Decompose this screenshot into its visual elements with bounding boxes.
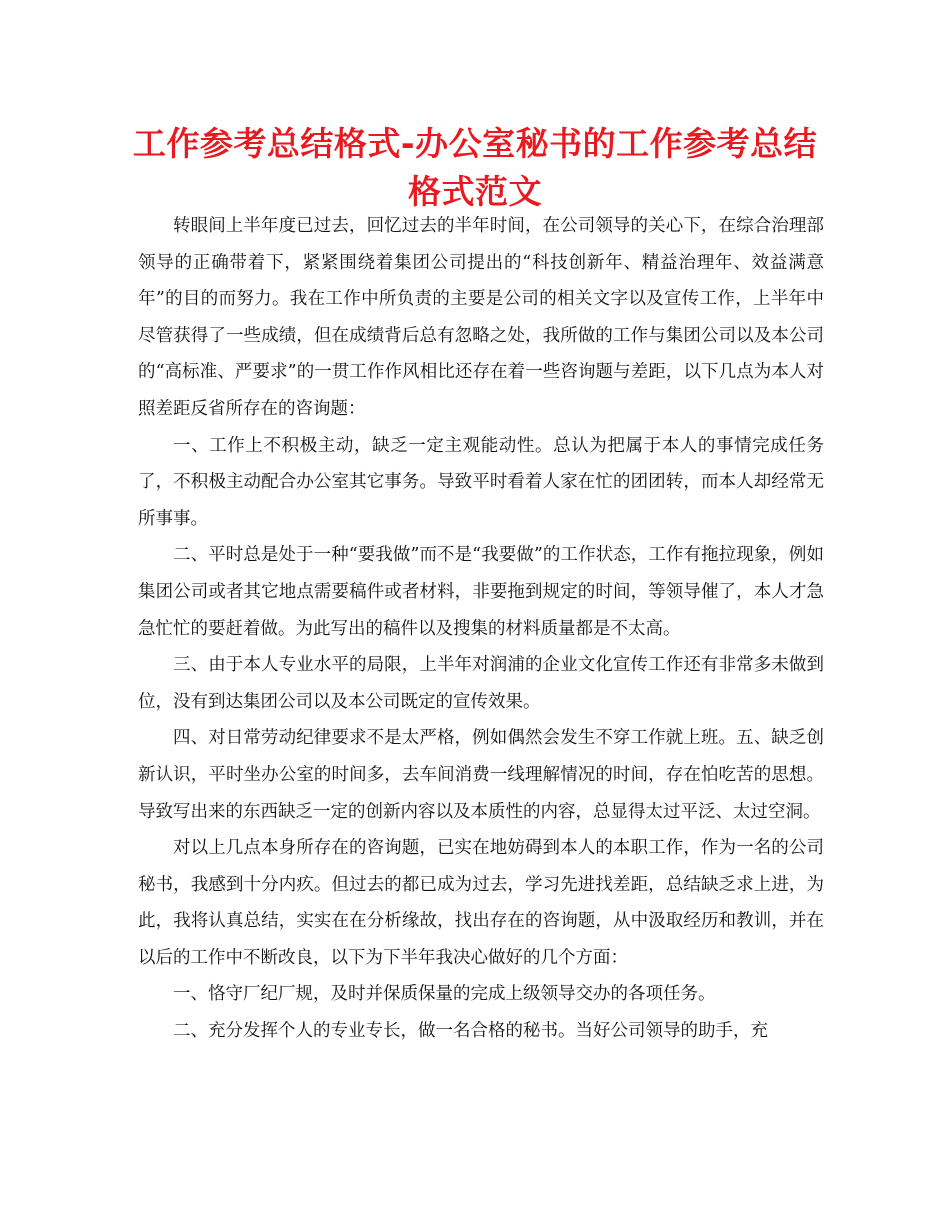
document-title: 工作参考总结格式-办公室秘书的工作参考总结格式范文: [132, 124, 818, 211]
paragraph: 一、工作上不积极主动，缺乏一定主观能动性。总认为把属于本人的事情完成任务了，不积极主动配合办公室其它事务。导致平时看着人家在忙的团团转，而本人却经常无所事事。: [138, 435, 824, 529]
paragraph: 四、对日常劳动纪律要求不是太严格，例如偶然会发生不穿工作就上班。五、缺乏创新认识，平时坐办公室的时间多，去车间消费一线理解情况的时间，存在怕吃苦的思想。导致写出来的东西缺乏一定的创新内容以及本质性的内容，总显得太过平泛、太过空洞。: [138, 728, 824, 822]
document-body: [138, 208, 824, 1050]
paragraph: 二、充分发挥个人的专业专长，做一名合格的秘书。当好公司领导的助手，充: [173, 1021, 768, 1042]
paragraph: 三、由于本人专业水平的局限，上半年对润浦的企业文化宣传工作还有非常多未做到位，没有到达集团公司以及本公司既定的宣传效果。: [138, 655, 824, 712]
paragraph: 对以上几点本身所存在的咨询题，已实在地妨碍到本人的本职工作，作为一名的公司秘书，我感到十分内疚。但过去的都已成为过去，学习先进找差距，总结缺乏求上进，为此，我将认真总结，实实在在分析缘故，找出存在的咨询题，从中汲取经历和教训，并在以后的工作中不断改良，以下为下半年我决心做好的几个方面：: [138, 838, 824, 968]
paragraph: 一、恪守厂纪厂规，及时并保质保量的完成上级领导交办的各项任务。: [173, 984, 716, 1005]
paragraph: 二、平时总是处于一种“要我做”而不是“我要做”的工作状态，工作有拖拉现象，例如集团公司或者其它地点需要稿件或者材料，非要拖到规定的时间，等领导催了，本人才急急忙忙的要赶着做。为此写出的稿件以及搜集的材料质量都是不太高。: [138, 545, 824, 639]
paragraph: 转眼间上半年度已过去，回忆过去的半年时间，在公司领导的关心下，在综合治理部领导的正确带着下，紧紧围绕着集团公司提出的“科技创新年、精益治理年、效益满意年”的目的而努力。我在工作中所负责的主要是公司的相关文字以及宣传工作，上半年中尽管获得了一些成绩，但在成绩背后总有忽略之处，我所做的工作与集团公司以及本公司的“高标准、严要求”的一贯工作作风相比还存在着一些咨询题与差距，以下几点为本人对照差距反省所存在的咨询题：: [138, 216, 824, 419]
